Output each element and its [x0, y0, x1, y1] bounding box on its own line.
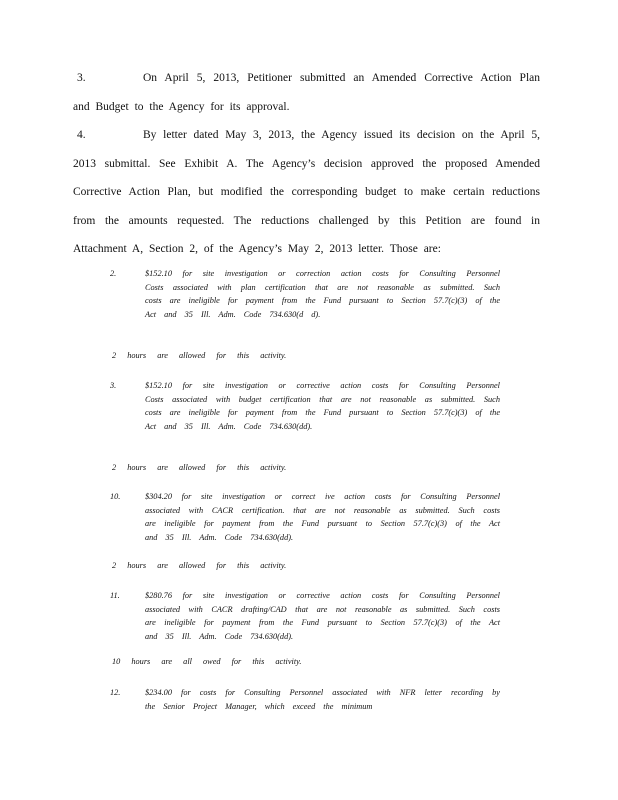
reduction-item-11: [110, 589, 500, 643]
item-note: 2 hours are allowed for this activity.: [112, 351, 287, 360]
paragraph-text: On April 5, 2013, Petitioner submitted an Amended Corrective Action Plan and Budget to the Agency for its approval.: [73, 72, 540, 113]
item-number: 11.: [110, 591, 120, 600]
item-number: 10.: [110, 492, 121, 501]
item-text: $304.20 for site investigation or correct ive action costs for Consulting Personnel associated with CACR certification. that are not reasonable as submitted. Such costs are ineligible for payment from the Fund pursuant to Section 57.7(c)(3) of the Act and 35 Ill. Adm. Code 734.630(dd).: [145, 492, 500, 542]
item-note: 10 hours are all owed for this activity.: [112, 657, 302, 666]
item-note: 2 hours are allowed for this activity.: [112, 463, 287, 472]
item-text: $280.76 for site investigation or corrective action costs for Consulting Personnel associated with CACR drafting/CAD that are not reasonable as submitted. Such costs are ineligible for payment from the Fund pursuant to Section 57.7(c)(3) of the Act and 35 Ill. Adm. Code 734.630(dd).: [145, 591, 500, 641]
paragraph-number: 4.: [77, 129, 86, 141]
item-number: 12.: [110, 688, 121, 697]
item-text: $234.00 for costs for Consulting Personnel associated with NFR letter recording by the Senior Project Manager, which exceed the minimum: [145, 688, 500, 711]
paragraph-4: [73, 121, 540, 264]
item-text: $152.10 for site investigation or correction action costs for Consulting Personnel Costs associated with plan certification that are not reasonable as submitted. Such costs are ineligible for payment from the Fund pursuant to Section 57.7(c)(3) of the Act and 35 Ill. Adm. Code 734.630(d d).: [145, 269, 500, 319]
item-number: 2.: [110, 269, 117, 278]
reduction-item-3: [110, 379, 500, 433]
paragraph-text: By letter dated May 3, 2013, the Agency issued its decision on the April 5, 2013 submittal. See Exhibit A. The Agency’s decision approved the proposed Amended Corrective Action Plan, but modified the corresponding budget to make certain reductions from the amounts requested. The reductions challenged by this Petition are found in Attachment A, Section 2, of the Agency’s May 2, 2013 letter. Those are:: [73, 129, 540, 256]
reduction-item-10: [110, 490, 500, 544]
paragraph-number: 3.: [77, 72, 86, 84]
item-text: $152.10 for site investigation or corrective action costs for Consulting Personnel Costs associated with budget certification that are not reasonable as submitted. Such costs are ineligible for payment from the Fund pursuant to Section 57.7(c)(3) of the Act and 35 Ill. Adm. Code 734.630(dd).: [145, 381, 500, 431]
item-number: 3.: [110, 381, 117, 390]
reduction-item-2: [110, 267, 500, 321]
paragraph-3: [73, 64, 540, 121]
reduction-item-12: [110, 686, 500, 713]
item-note: 2 hours are allowed for this activity.: [112, 561, 287, 570]
